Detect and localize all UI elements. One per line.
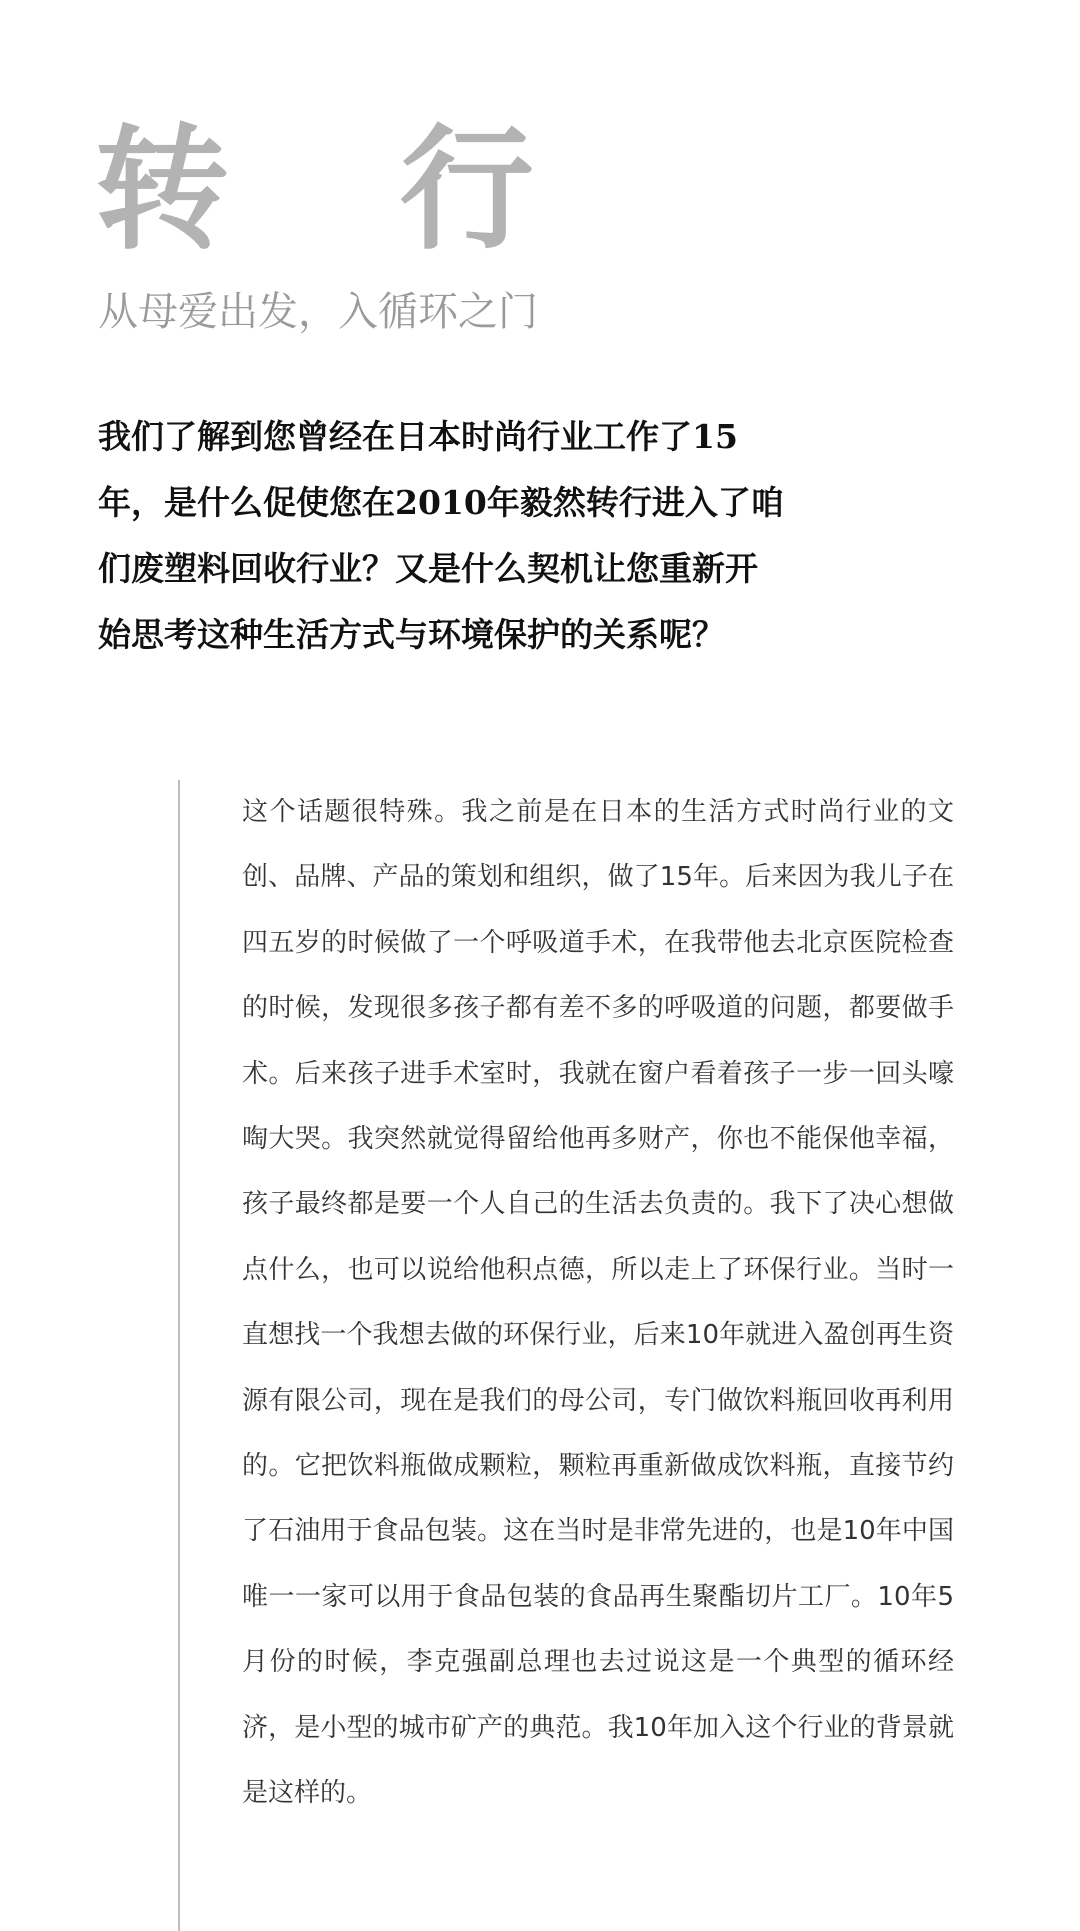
- section-subtitle: 从母爱出发，入循环之门: [98, 289, 538, 335]
- section-title: 转 行: [95, 112, 596, 268]
- interview-question: 我们了解到您曾经在日本时尚行业工作了15年，是什么促使您在2010年毅然转行进入了咱们废塑料回收行业？又是什么契机让您重新开始思考这种生活方式与环境保护的关系呢？: [98, 417, 784, 654]
- interview-answer: 这个话题很特殊。我之前是在日本的生活方式时尚行业的文创、品牌、产品的策划和组织，做了15年。后来因为我儿子在四五岁的时候做了一个呼吸道手术，在我带他去北京医院检查的时候，发现很多孩子都有差不多的呼吸道的问题，都要做手术。后来孩子进手术室时，我就在窗户看着孩子一步一回头嚎啕大哭。我突然就觉得留给他再多财产，你也不能保他幸福，孩子最终都是要一个人自己的生活去负责的。我下了决心想做点什么，也可以说给他积点德，所以走上了环保行业。当时一直想找一个我想去做的环保行业，后来10年就进入盈创再生资源有限公司，现在是我们的母公司，专门做饮料瓶回收再利用的。它把饮料瓶做成颗粒，颗粒再重新做成饮料瓶，直接节约了石油用于食品包装。这在当时是非常先进的，也是10年中国唯一一家可以用于食品包装的食品再生聚酯切片工厂。10年5月份的时候，李克强副总理也去过说这是一个典型的循环经济，是小型的城市矿产的典范。我10年加入这个行业的背景就是这样的。: [242, 797, 954, 1809]
- answer-quote-block: [178, 780, 960, 1931]
